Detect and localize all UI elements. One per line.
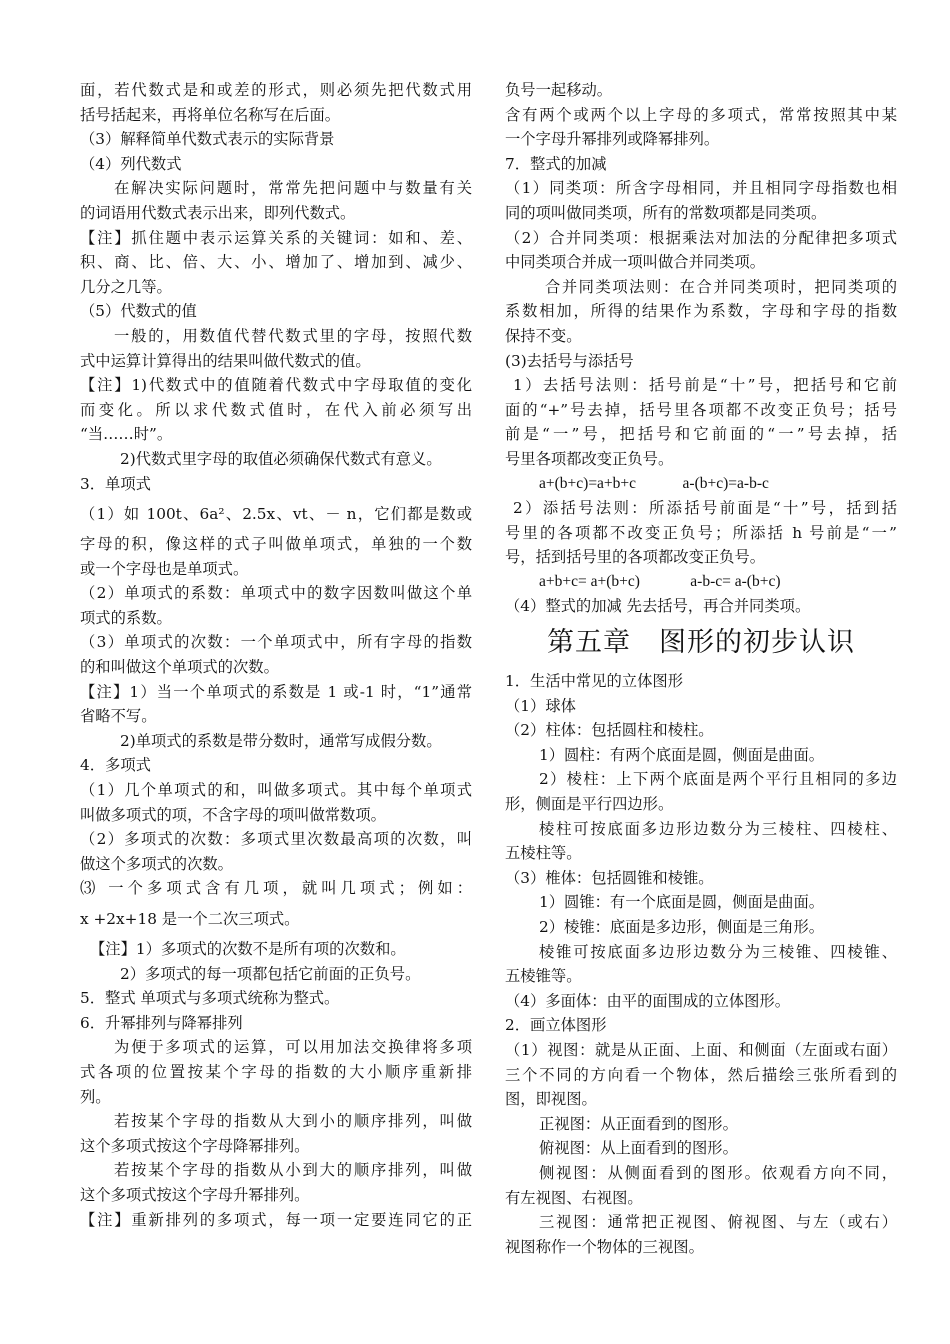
- text-line: 的和叫做这个单项式的次数。: [80, 658, 279, 677]
- text-line: 做这个多项式的次数。: [80, 854, 233, 873]
- text-line: （4）列代数式: [80, 154, 182, 173]
- text-line: 括号括起来，再将单位名称写在后面。: [80, 105, 341, 124]
- text-line: 号里各项都改变正负号。: [505, 449, 674, 468]
- text-line: 2）多项式的每一项都包括它前面的正负号。: [120, 964, 421, 983]
- text-line: （1）同类项：所含字母相同，并且相同字母指数也相: [505, 179, 897, 198]
- text-line: 合并同类项法则：在合并同类项时，把同类项的: [545, 277, 897, 296]
- text-line: 7．整式的加减: [505, 154, 607, 173]
- formula-line: a+b+c= a+(b+c) a-b-c= a-(b+c): [539, 572, 781, 590]
- text-line: 【注】1)代数式中的值随着代数式中字母取值的变化: [80, 376, 472, 395]
- text-line: 4．多项式: [80, 756, 151, 775]
- text-line: 图，即视图。: [505, 1090, 597, 1109]
- text-line: 2)代数式里字母的取值必须确保代数式有意义。: [120, 449, 442, 468]
- text-line: 2）棱锥：底面是多边形，侧面是三角形。: [539, 918, 825, 936]
- text-line: 积、商、比、倍、大、小、增加了、增加到、减少、: [80, 253, 472, 272]
- text-line: 五棱锥等。: [505, 967, 582, 986]
- text-line: 有左视图、右视图。: [505, 1188, 643, 1207]
- text-line: 三个不同的方向看一个物体，然后描绘三张所看到的: [505, 1065, 897, 1084]
- text-line: 几分之几等。: [80, 277, 172, 296]
- text-line: 前是“一”号，把括号和它前面的“一”号去掉，括: [505, 425, 897, 444]
- text-line: 面的“+”号去掉，括号里各项都不改变正负号；括号: [505, 400, 897, 419]
- text-line: 一般的，用数值代替代数式里的字母，按照代数: [114, 326, 472, 345]
- text-line: 1）圆锥：有一个底面是圆，侧面是曲面。: [539, 893, 825, 912]
- text-line: ⑶ 一个多项式含有几项，就叫几项式；例如：: [80, 879, 472, 898]
- text-line: （2）合并同类项：根据乘法对加法的分配律把多项式: [505, 228, 897, 247]
- text-line: 面，若代数式是和或差的形式，则必须先把代数式用: [80, 81, 472, 99]
- text-line: “当……时”。: [80, 425, 173, 444]
- text-line: 2．画立体图形: [505, 1016, 607, 1035]
- text-line: 1）圆柱：有两个底面是圆，侧面是曲面。: [539, 745, 825, 764]
- text-line: 2）棱柱：上下两个底面是两个平行且相同的多边: [539, 770, 897, 789]
- text-line: 号，括到括号里的各项都改变正负号。: [505, 548, 766, 567]
- text-line: (3)去括号与添括号: [505, 351, 634, 370]
- text-line: 项式的系数。: [80, 608, 172, 627]
- text-line: 叫做多项式的项，不含字母的项叫做常数项。: [80, 805, 386, 824]
- text-line: （1）球体: [505, 696, 576, 715]
- text-line: 形，侧面是平行四边形。: [505, 795, 674, 814]
- text-line: 式中运算计算得出的结果叫做代数式的值。: [80, 351, 371, 370]
- text-line: 或一个字母也是单项式。: [80, 559, 249, 578]
- text-line: 6．升幂排列与降幂排列: [80, 1013, 243, 1032]
- text-line: 2)单项式的系数是带分数时，通常写成假分数。: [120, 731, 442, 750]
- text-line: 棱柱可按底面多边形边数分为三棱柱、四棱柱、: [539, 819, 897, 838]
- formula-line: a+(b+c)=a+b+c a-(b+c)=a-b-c: [539, 474, 769, 492]
- text-line: 五棱柱等。: [505, 844, 582, 863]
- text-line: 【注】1）多项式的次数不是所有项的次数和。: [90, 940, 406, 958]
- text-line: 2）添括号法则：所添括号前面是“十”号，括到括: [513, 499, 897, 518]
- text-line: （4）多面体：由平的面围成的立体图形。: [505, 991, 791, 1010]
- text-line: 列。: [80, 1087, 111, 1106]
- text-line: 为便于多项式的运算，可以用加法交换律将多项: [114, 1038, 472, 1057]
- text-line: （2）柱体：包括圆柱和棱柱。: [505, 721, 714, 740]
- text-line: 式各项的位置按某个字母的指数的大小顺序重新排: [80, 1062, 472, 1081]
- chapter-number: 第五章: [547, 627, 631, 659]
- text-line: 号里的各项都不改变正负号；所添括 h 号前是“一”: [505, 523, 897, 542]
- left-column: [80, 78, 472, 1232]
- text-line: 负号一起移动。: [505, 81, 613, 99]
- text-line: （1）视图：就是从正面、上面、和侧面（左面或右面）: [505, 1040, 897, 1059]
- right-column: [505, 78, 897, 1259]
- chapter-name: 图形的初步认识: [659, 627, 855, 659]
- text-line: 的词语用代数式表示出来，即列代数式。: [80, 203, 356, 222]
- text-line: （2）多项式的次数：多项式里次数最高项的次数，叫: [80, 830, 472, 849]
- text-line: 【注】抓住题中表示运算关系的关键词：如和、差、: [80, 228, 472, 247]
- text-line: 一个字母升幂排列或降幂排列。: [505, 130, 720, 149]
- text-line: 中同类项合并成一项叫做合并同类项。: [505, 253, 766, 272]
- text-line: 而变化。所以求代数式值时，在代入前必须写出: [80, 400, 472, 419]
- text-line: 若按某个字母的指数从大到小的顺序排列，叫做: [114, 1112, 472, 1131]
- text-line: 若按某个字母的指数从小到大的顺序排列，叫做: [114, 1161, 472, 1180]
- text-line: 在解决实际问题时，常常先把问题中与数量有关: [114, 179, 472, 198]
- text-line: 1．生活中常见的立体图形: [505, 672, 683, 691]
- text-line: （2）单项式的系数：单项式中的数字因数叫做这个单: [80, 584, 472, 603]
- text-line: 这个多项式按这个字母升幂排列。: [80, 1185, 310, 1204]
- text-line: 三视图：通常把正视图、俯视图、与左（或右）: [539, 1213, 897, 1232]
- text-line: 1）去括号法则：括号前是“十”号，把括号和它前: [513, 376, 897, 395]
- text-line: 【注】重新排列的多项式，每一项一定要连同它的正: [80, 1210, 472, 1229]
- text-line: 【注】1）当一个单项式的系数是 1 或-1 时，“1”通常: [80, 682, 472, 701]
- text-line: 视图称作一个物体的三视图。: [505, 1237, 704, 1256]
- text-line: 同的项叫做同类项，所有的常数项都是同类项。: [505, 203, 827, 222]
- text-line: 5．整式 单项式与多项式统称为整式。: [80, 989, 340, 1008]
- text-line: 含有两个或两个以上字母的多项式，常常按照其中某: [505, 105, 897, 124]
- text-line: （1）如 100t、6a²、2.5x、vt、－ n，它们都是数或: [80, 505, 472, 524]
- text-line: 保持不变。: [505, 326, 582, 345]
- text-line: 棱锥可按底面多边形边数分为三棱锥、四棱锥、: [539, 942, 897, 961]
- text-line: 侧视图：从侧面看到的图形。依观看方向不同，: [539, 1163, 897, 1182]
- text-line: （3）解释简单代数式表示的实际背景: [80, 130, 335, 149]
- text-line: 字母的积，像这样的式子叫做单项式，单独的一个数: [80, 535, 472, 554]
- text-line: （1）几个单项式的和，叫做多项式。其中每个单项式: [80, 781, 472, 800]
- text-line: （3）单项式的次数：一个单项式中，所有字母的指数: [80, 633, 472, 652]
- text-line: （5）代数式的值: [80, 302, 197, 321]
- text-line: 3．单项式: [80, 474, 151, 493]
- text-line: （4）整式的加减 先去括号，再合并同类项。: [505, 597, 811, 616]
- text-line: 正视图：从正面看到的图形。: [539, 1114, 738, 1133]
- text-line: x +2x+18 是一个二次三项式。: [80, 910, 300, 928]
- text-line: 省略不写。: [80, 707, 157, 726]
- text-line: 俯视图：从上面看到的图形。: [539, 1139, 738, 1158]
- text-line: （3）椎体：包括圆锥和棱锥。: [505, 868, 714, 887]
- text-line: 这个多项式按这个字母降幂排列。: [80, 1136, 310, 1155]
- chapter-title: [505, 621, 897, 665]
- text-line: 系数相加，所得的结果作为系数，字母和字母的指数: [505, 302, 897, 321]
